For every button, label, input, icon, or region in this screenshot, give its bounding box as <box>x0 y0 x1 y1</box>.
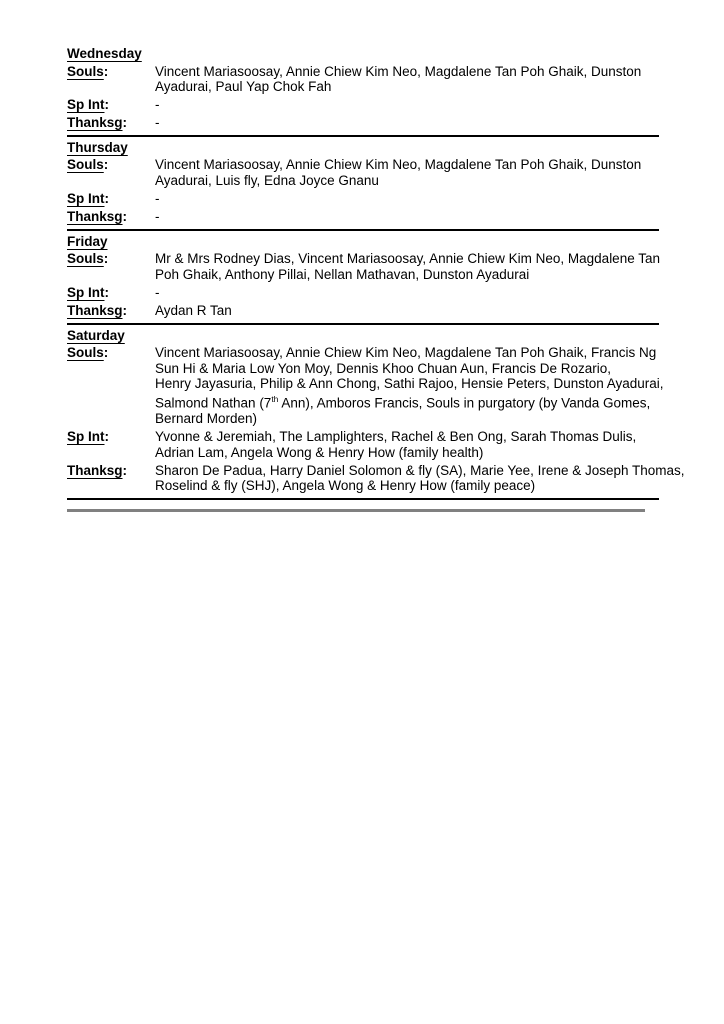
value-line <box>155 285 659 301</box>
value-line <box>155 429 659 445</box>
souls-row <box>67 157 659 188</box>
row-label-cell <box>67 191 155 206</box>
day-label: Saturday <box>67 327 125 343</box>
text-segment: Poh Ghaik, Anthony Pillai, Nellan Mathavan, Dunston Ayadurai <box>155 266 530 282</box>
row-label: Sp Int <box>67 429 105 445</box>
row-label-cell <box>67 97 155 112</box>
value-line <box>155 64 659 80</box>
value-line <box>155 462 685 479</box>
label-colon: : <box>104 429 109 445</box>
row-value-lines <box>155 285 659 301</box>
row-value-lines <box>155 345 664 426</box>
text-segment: Sun Hi & Maria Low Yon Moy, Dennis Khoo Chuan Aun, Francis De Rozario, <box>155 360 611 376</box>
row-value-lines <box>155 157 659 188</box>
value-line <box>155 209 659 225</box>
label-colon: : <box>103 157 109 173</box>
text-segment: Ann), Amboros Francis, Souls in purgatory (by Vanda Gomes, <box>278 395 651 411</box>
day-label-cell <box>67 140 155 155</box>
day-section-saturday <box>67 325 685 500</box>
day-label: Thursday <box>67 139 128 155</box>
row-label-cell <box>67 345 155 360</box>
ordinal-superscript: th <box>271 393 279 404</box>
row-value-lines <box>155 251 659 282</box>
text-segment: Mr & Mrs Rodney Dias, Vincent Mariasoosay, Annie Chiew Kim Neo, Magdalene Tan <box>155 251 660 267</box>
day-section-thursday <box>67 137 659 231</box>
row-value-lines <box>155 115 659 131</box>
label-colon: : <box>103 345 109 361</box>
mass-schedule <box>67 46 685 512</box>
day-label: Friday <box>67 233 108 249</box>
text-segment: Bernard Morden) <box>155 411 258 426</box>
value-line <box>155 157 659 173</box>
value-line <box>155 361 659 377</box>
text-segment: Vincent Mariasoosay, Annie Chiew Kim Neo, Magdalene Tan Poh Ghaik, Dunston <box>155 157 642 173</box>
text-segment: Ayadurai, Paul Yap Chok Fah <box>155 79 332 95</box>
day-label-cell <box>67 46 155 61</box>
row-label: Souls <box>67 157 104 173</box>
row-value-lines <box>155 97 659 113</box>
row-label-cell <box>67 157 155 172</box>
row-label: Thanksg <box>67 209 123 225</box>
value-line <box>155 478 659 494</box>
row-value-lines <box>155 462 685 494</box>
day-header-row <box>67 140 659 155</box>
thanksg-row <box>67 303 659 319</box>
text-segment: - <box>155 115 160 131</box>
row-label: Sp Int <box>67 191 105 207</box>
text-segment: - <box>155 284 160 300</box>
row-label-cell <box>67 429 155 444</box>
value-line <box>155 303 659 319</box>
day-label-cell <box>67 234 155 249</box>
label-colon: : <box>103 251 109 267</box>
text-segment: - <box>155 191 160 207</box>
row-value-lines <box>155 303 659 319</box>
sp-int-row <box>67 285 659 301</box>
text-segment: Salmond Nathan (7 <box>155 395 272 411</box>
row-label: Sp Int <box>67 284 105 300</box>
row-value-lines <box>155 64 659 95</box>
label-colon: : <box>122 209 128 225</box>
value-line <box>155 191 659 207</box>
row-label-cell <box>67 251 155 266</box>
row-value-lines <box>155 191 659 207</box>
sp-int-row <box>67 191 659 207</box>
value-line <box>155 345 659 361</box>
sp-int-row <box>67 429 659 460</box>
day-label: Wednesday <box>67 46 142 61</box>
souls-row <box>67 251 659 282</box>
day-header-row <box>67 328 659 343</box>
value-line <box>155 173 659 189</box>
label-colon: : <box>103 63 109 79</box>
value-line <box>155 411 659 427</box>
row-label: Souls <box>67 251 104 267</box>
thanksg-row <box>67 462 685 494</box>
row-label: Thanksg <box>67 115 123 131</box>
row-label-cell <box>67 303 155 318</box>
text-segment: Ayadurai, Luis fly, Edna Joyce Gnanu <box>155 172 379 188</box>
label-colon: : <box>122 115 128 131</box>
souls-row <box>67 345 664 426</box>
text-segment: - <box>155 209 160 225</box>
label-colon: : <box>104 284 109 300</box>
souls-row <box>67 64 659 95</box>
sp-int-row <box>67 97 659 113</box>
row-value-lines <box>155 209 659 225</box>
value-line <box>155 267 659 283</box>
label-colon: : <box>104 191 109 207</box>
row-label: Thanksg <box>67 462 123 478</box>
value-line <box>155 115 659 131</box>
day-label-cell <box>67 328 155 343</box>
row-label-cell <box>67 64 155 79</box>
row-label: Souls <box>67 63 104 79</box>
label-colon: : <box>104 97 109 113</box>
text-segment: Vincent Mariasoosay, Annie Chiew Kim Neo, Magdalene Tan Poh Ghaik, Francis Ng <box>155 345 657 361</box>
label-colon: : <box>122 303 128 319</box>
text-segment: Yvonne & Jeremiah, The Lamplighters, Rachel & Ben Ong, Sarah Thomas Dulis, <box>155 429 637 445</box>
row-label: Souls <box>67 345 104 361</box>
value-line <box>155 251 659 267</box>
row-label: Sp Int <box>67 97 105 113</box>
text-segment: Roselind & fly (SHJ), Angela Wong & Henry How (family peace) <box>155 478 536 494</box>
row-label: Thanksg <box>67 303 123 319</box>
day-section-friday <box>67 231 659 325</box>
row-label-cell <box>67 115 155 130</box>
value-line <box>155 445 659 461</box>
day-header-row <box>67 234 659 249</box>
text-segment: Aydan R Tan <box>155 303 232 319</box>
value-line <box>155 376 664 392</box>
value-line <box>155 79 659 95</box>
value-line <box>155 392 659 411</box>
text-segment: - <box>155 97 160 113</box>
row-value-lines <box>155 429 659 460</box>
row-label-cell <box>67 209 155 224</box>
text-segment: Henry Jayasuria, Philip & Ann Chong, Sathi Rajoo, Hensie Peters, Dunston Ayadurai, <box>155 376 664 392</box>
row-label-cell <box>67 463 155 478</box>
row-label-cell <box>67 285 155 300</box>
text-segment: Vincent Mariasoosay, Annie Chiew Kim Neo, Magdalene Tan Poh Ghaik, Dunston <box>155 63 642 79</box>
thanksg-row <box>67 115 659 131</box>
day-header-row <box>67 46 659 61</box>
thanksg-row <box>67 209 659 225</box>
label-colon: : <box>122 462 128 478</box>
day-section-wednesday <box>67 46 659 137</box>
value-line <box>155 97 659 113</box>
text-segment: Adrian Lam, Angela Wong & Henry How (family health) <box>155 444 484 460</box>
text-segment: Sharon De Padua, Harry Daniel Solomon & fly (SA), Marie Yee, Irene & Joseph Thomas, <box>155 462 685 478</box>
bottom-divider <box>67 509 645 512</box>
